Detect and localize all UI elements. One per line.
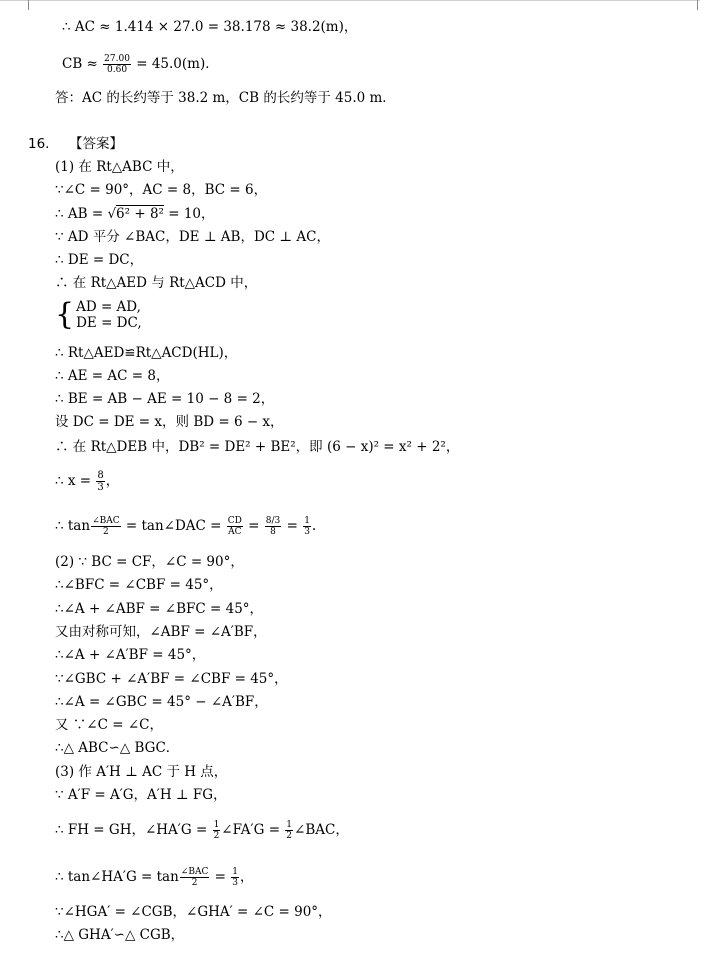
half-1-num: 1 [213,820,220,830]
cb-prefix: CB ≈ [62,56,103,72]
step-1-7: ∴ Rt△AED≌Rt△ACD(HL)， [55,345,238,361]
x-denominator: 3 [97,482,104,493]
step-2-8: ∴△ ABC∽△ BGC． [55,740,180,756]
cd-num: CD [227,516,242,526]
half-angle-num: ∠BAC [92,516,120,526]
part-1-intro: (1) 在 Rt△ABC 中， [55,159,184,175]
tan-hag-f2-den: 3 [232,878,238,888]
fh-mid: ∠FA′G = [221,822,285,838]
step-1-11: ∴ 在 Rt△DEB 中，DB² = DE² + BE²，即 (6 − x)² = x² + 2²， [55,439,460,455]
tan-hag-f1-num: ∠BAC [180,867,209,877]
cd-ac-fraction [227,516,243,537]
ac-den: AC [228,527,242,537]
margin-corner-mark-right [697,0,698,10]
system-line-2: DE = DC, [76,315,142,331]
half-2-num: 1 [286,820,293,830]
left-brace: { [55,297,75,332]
step-2-5: ∵∠GBC + ∠A′BF = ∠CBF = 45°， [55,671,288,687]
cb-fraction [103,54,131,75]
tan-hag-fraction-2 [231,867,239,888]
one-third-den: 3 [304,527,310,537]
half-fraction-2 [285,820,293,841]
one-third-fraction [303,516,311,537]
x-numerator: 8 [97,470,104,481]
complex-fraction [265,516,281,537]
step-1-3: ∵ AD 平分 ∠BAC，DE ⊥ AB，DC ⊥ AC， [55,229,330,245]
x-suffix: ， [105,473,120,489]
step-1-6-system [55,299,142,331]
tan-suffix: . [311,518,317,534]
step-2-4: ∴∠A + ∠A′BF = 45°， [55,647,206,663]
x-prefix: ∴ x = [55,473,96,489]
x-fraction [96,470,104,493]
half-1-den: 2 [213,831,220,841]
ab-suffix: = 10， [163,206,215,222]
step-1-1: ∵∠C = 90°，AC = 8，BC = 6， [55,182,268,198]
step-1-2 [55,205,215,223]
question-number: 16. [28,136,50,152]
line-cb-result [62,54,219,75]
step-2-7: 又 ∵∠C = ∠C， [55,717,163,733]
step-2-2: ∴∠A + ∠ABF = ∠BFC = 45°， [55,601,264,617]
step-3-3 [55,867,253,888]
step-1-5: ∴ 在 Rt△AED 与 Rt△ACD 中， [55,275,258,291]
system-line-1: AD = AD, [76,299,141,315]
step-1-13-tan [55,516,316,537]
tan-eq-1: = [243,518,264,534]
step-1-12 [55,470,119,493]
tan-hag-fraction-1 [180,867,210,888]
answer-heading: 【答案】 [69,136,123,152]
tan-hag-f2-num: 1 [232,867,238,877]
step-1-9: ∴ BE = AB − AE = 10 − 8 = 2， [55,391,275,407]
margin-corner-mark-left [28,0,29,10]
cb-fraction-numerator: 27.00 [104,54,130,64]
answer-line: 答：AC 的长约等于 38.2 m，CB 的长约等于 45.0 m． [55,90,396,106]
part-3-intro: (3) 作 A′H ⊥ AC 于 H 点， [55,764,228,780]
ab-prefix: ∴ AB = √ [55,206,117,222]
half-2-den: 2 [286,831,293,841]
fh-suffix: ∠BAC， [294,822,349,838]
tan-hag-prefix: ∴ tan∠HA′G = tan [55,869,179,885]
half-angle-den: 2 [102,527,109,537]
cb-suffix: = 45.0(m)． [131,56,219,72]
fh-prefix: ∴ FH = GH，∠HA′G = [55,822,212,838]
one-third-num: 1 [304,516,310,526]
equation-system [76,299,142,331]
complex-den: 8 [270,527,276,537]
complex-num: 8/3 [265,516,281,526]
step-2-6: ∴∠A = ∠GBC = 45° − ∠A′BF， [55,694,268,710]
step-3-5: ∴△ GHA′∽△ CGB， [55,927,185,943]
half-fraction-1 [213,820,221,841]
step-2-1: ∴∠BFC = ∠CBF = 45°， [55,577,223,593]
step-3-2 [55,820,349,841]
half-angle-fraction [91,516,121,537]
part-2-intro: (2) ∵ BC = CF，∠C = 90°， [55,554,244,570]
step-1-10: 设 DC = DE = x，则 BD = 6 − x， [55,414,284,430]
tan-hag-suffix: ， [239,869,254,885]
ab-radicand: 6² + 8² [116,206,164,222]
tan-prefix: ∴ tan [55,518,91,534]
tan-hag-f1-den: 2 [191,878,198,888]
step-3-1: ∵ A′F = A′G，A′H ⊥ FG， [55,787,227,803]
page-top-border [0,0,700,1]
tan-eq-2: = [282,518,303,534]
line-ac-result: ∴ AC ≈ 1.414 × 27.0 = 38.178 ≈ 38.2(m)， [62,19,358,35]
cb-fraction-denominator: 0.60 [107,65,128,75]
tan-hag-mid: = [210,869,231,885]
step-1-8: ∴ AE = AC = 8， [55,368,170,384]
tan-mid: = tan∠DAC = [121,518,226,534]
step-3-4: ∵∠HGA′ = ∠CGB，∠GHA′ = ∠C = 90°， [55,904,332,920]
step-2-3: 又由对称可知，∠ABF = ∠A′BF， [55,624,267,640]
step-1-4: ∴ DE = DC， [55,252,144,268]
